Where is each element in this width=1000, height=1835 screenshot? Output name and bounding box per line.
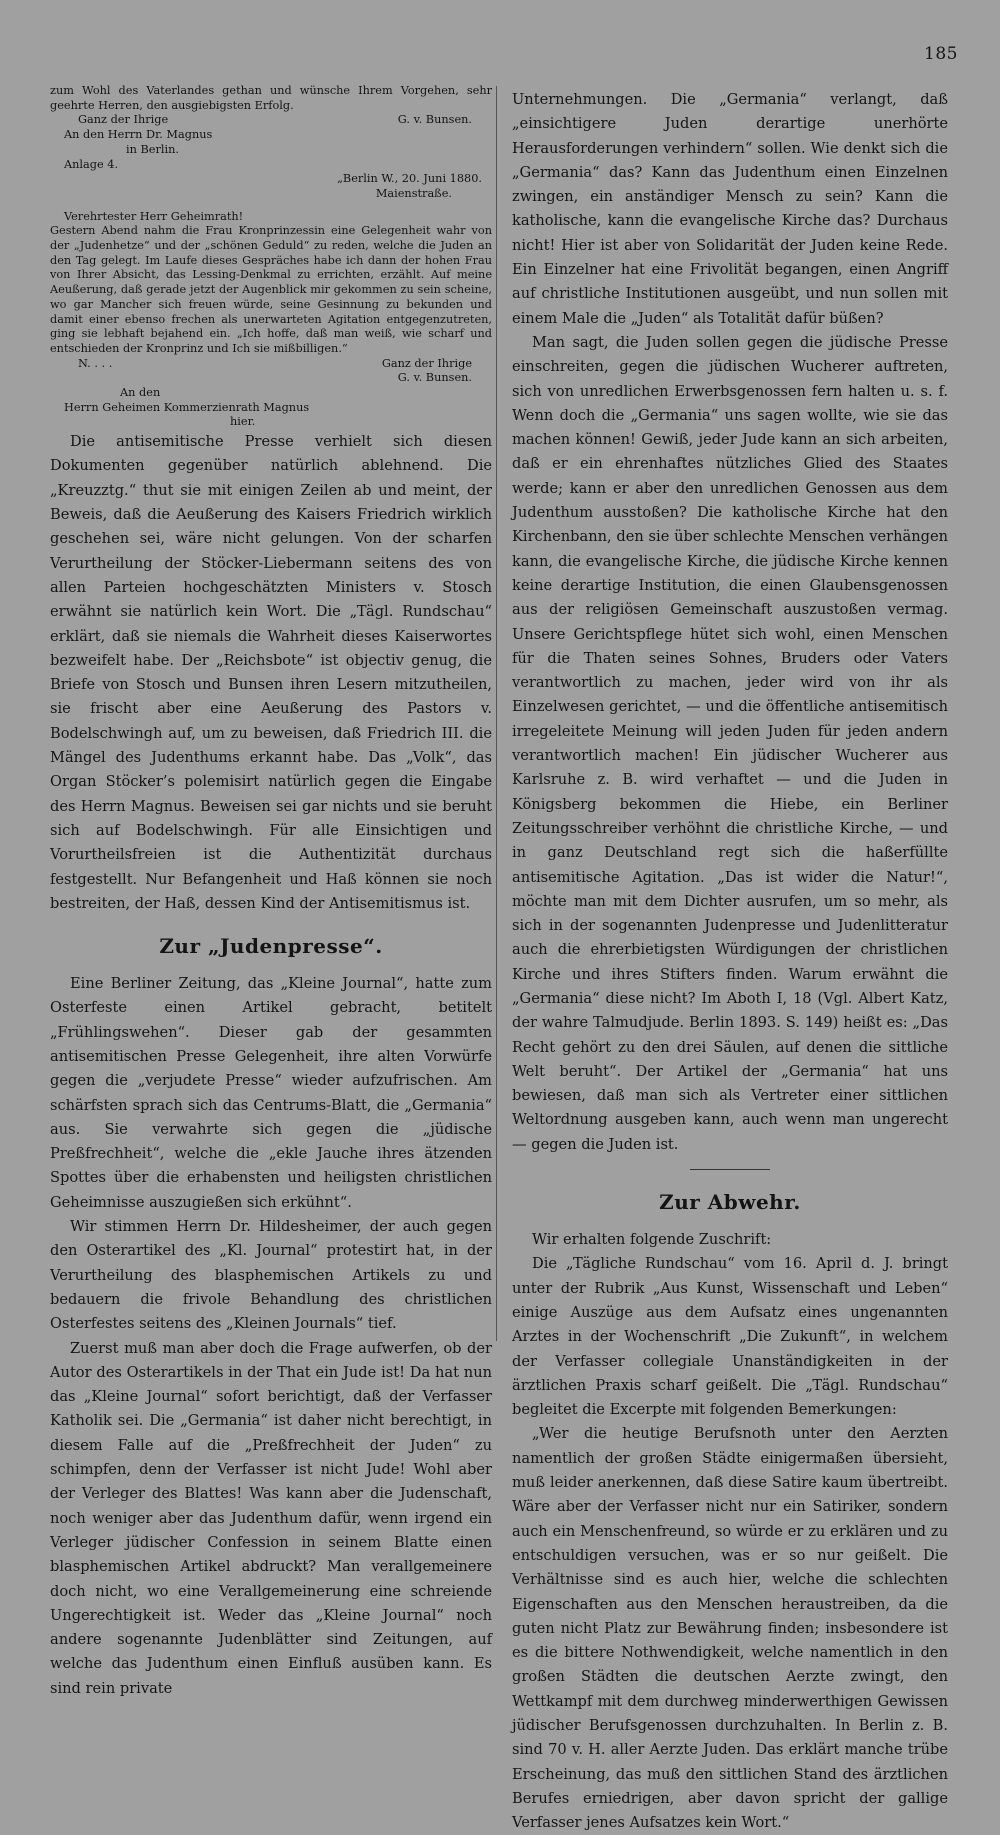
section-heading: Zur Abwehr. (659, 1190, 801, 1215)
signature-block (50, 113, 492, 128)
addressee-2-line2: Herrn Geheimen Kommerzienrath Magnus (64, 400, 310, 414)
letter-body: Gestern Abend nahm die Frau Kronprinzessin eine Gelegenheit wahr von der „Judenhetze“ und der „schönen Geduld“ zu reden, welche die Juden an den Tag gelegt. Im Laufe dieses Gespräches habe ich dann der hohen Frau von Ihrer Absicht, das Lessing-Denkmal zu errichten, erzählt. Auf meine Aeußerung, daß gerade jetzt der Augenblick mir gekommen zu sein scheine, wo gar Mancher sich freuen würde, seine Gesinnung zu bekunden und damit einer ebenso frechen als unerwarteten Agitation entgegenzutreten, ging sie lebhaft bejahend ein. „Ich hoffe, daß man weiß, wie scharf und entschieden der Kronprinz und Ich sie mißbilligen.“ (50, 224, 492, 355)
signature-closing-2: Ganz der Ihrige (381, 356, 472, 370)
paragraph: Zuerst muß man aber doch die Frage aufwerfen, ob der Autor des Osterartikels in der That ein Jude ist! Da hat nun das „Kleine Journal“ sofort berichtigt, daß der Verfasser Katholik sei. Die „Germania“ ist daher nicht berechtigt, in diesem Falle auf die „Preßfrechheit der Juden“ zu schimpfen, denn der Verfasser ist nicht Jude! Wohl aber der Verleger des Blattes! Was kann aber die Judenschaft, noch weniger aber das Judenthum dafür, wenn irgend ein Verleger jüdischer Confession in seinem Blatte einen blasphemischen Artikel abdruckt? Man verallgemeinere doch nicht, wo eine Verallgemeinerung eine schreiende Ungerechtigkeit ist. Weder das „Kleine Journal“ noch andere sogenannte Judenblätter sind Zeitungen, auf welche das Judenthum einen Einfluß ausüben kann. Es sind rein private (50, 1339, 492, 1697)
paragraph: Unternehmungen. Die „Germania“ verlangt, daß „einsichtigere Juden derartige unerhörte Herausforderungen verhindern“ sollen. Wie denkt sich die „Germania“ das? Kann das Judenthum einen Einzelnen zwingen, ein anständiger Mensch zu sein? Kann die katholische, kann die evangelische Kirche das? Durchaus nicht! Hier ist aber von Solidarität der Juden keine Rede. Ein Einzelner hat eine Frivolität begangen, einen Angriff auf christliche Institutionen ausgeübt, und nun sollen mit einem Male die „Juden“ als Totalität dafür büßen? (512, 91, 948, 327)
letter-salutation: Verehrtester Herr Geheimrath! (64, 209, 244, 223)
paragraph: Wir erhalten folgende Zuschrift: (532, 1231, 772, 1249)
paragraph: Die antisemitische Presse verhielt sich diesen Dokumenten gegenüber natürlich ablehnend. Die „Kreuzztg.“ thut sie mit einigen Zeilen ab und meint, der Beweis, daß die Aeußerung des Kaisers Friedrich wirklich geschehen sei, wäre nicht gelungen. Von der scharfen Verurtheilung der Stöcker-Liebermann seitens des von allen Parteien hochgeschätzten Ministers v. Stosch erwähnt sie natürlich kein Wort. Die „Tägl. Rundschau“ erklärt, daß sie niemals die Wahrheit dieses Kaiserwortes bezweifelt habe. Der „Reichsbote“ ist objectiv genug, die Briefe von Stosch und Bunsen ihren Lesern mitzutheilen, sie frischt aber eine Aeußerung des Pastors v. Bodelschwingh auf, um zu beweisen, daß Friedrich III. die Mängel des Judenthums erkannt habe. Das „Volk“, das Organ Stöcker’s polemisirt natürlich gegen die Eingabe des Herrn Magnus. Beweisen sei gar nichts und sie beruht sich auf Bodelschwingh. Für alle Einsichtigen und Vorurtheilsfreien ist die Authentizität durchaus festgestellt. Nur Befangenheit und Haß können sie noch bestreiten, der Haß, dessen Kind der Antisemitismus ist. (50, 433, 492, 912)
section-heading: Zur „Judenpresse“. (159, 934, 383, 959)
quoted-paragraph: „Wer die heutige Berufsnoth unter den Aerzten namentlich der großen Städte einigermaßen übersieht, muß leider anerkennen, daß diese Satire kaum übertreibt. Wäre aber der Verfasser nicht nur ein Satiriker, sondern auch ein Menschenfreund, so würde er zu erklären und zu entschuldigen versuchen, was er so nur geißelt. Die Verhältnisse sind es auch hier, welche die schlechten Eigenschaften aus den Menschen heraustreiben, da die guten nicht Platz zur Bewährung finden; insbesondere ist es die bittere Nothwendigkeit, welche namentlich in den großen Städten die deutschen Aerzte zwingt, den Wettkampf mit dem durchweg minderwerthigen Gewissen jüdischer Berufsgenossen durchzuhalten. In Berlin z. B. sind 70 v. H. aller Aerzte Juden. Das erklärt manche trübe Erscheinung, das muß den sittlichen Stand des ärztlichen Berufes erniedrigen, aber davon spricht der gallige Verfasser jenes Aufsatzes kein Wort.“ (512, 1425, 948, 1832)
addressee-2-line1: An den (120, 386, 161, 400)
column-rule (496, 86, 497, 1341)
section-divider (690, 1169, 770, 1170)
left-column (50, 84, 492, 1701)
right-column (512, 88, 948, 1835)
paragraph: Wir stimmen Herrn Dr. Hildesheimer, der auch gegen den Osterartikel des „Kl. Journal“ protestirt hat, in der Verurtheilung des blasphemischen Artikels zu und bedauern die frivole Behandlung des christlichen Osterfestes seitens des „Kleinen Journals“ tief. (50, 1218, 492, 1333)
signature-initial: N. . . . (78, 356, 113, 370)
letter-date: „Berlin W., 20. Juni 1880. (337, 172, 482, 186)
signature-closing: Ganz der Ihrige (78, 113, 169, 127)
addressee-city: in Berlin. (126, 142, 179, 156)
page-number: 185 (924, 44, 958, 64)
paragraph: Eine Berliner Zeitung, das „Kleine Journal“, hatte zum Osterfeste einen Artikel gebracht, betitelt „Frühlingswehen“. Dieser gab der gesammten antisemitischen Presse Gelegenheit, ihre alten Vorwürfe gegen die „verjudete Presse“ wieder aufzufrischen. Am schärfsten sprach sich das Centrums-Blatt, die „Germania“ aus. Sie verwahrte sich gegen die „jüdische Preßfrechheit“, welche die „ekle Jauche ihres ätzenden Spottes über die erhabensten und heiligsten christlichen Geheimnisse auszugießen sich erkühnt“. (50, 975, 492, 1211)
paragraph: Man sagt, die Juden sollen gegen die jüdische Presse einschreiten, gegen die jüdischen Wucherer auftreten, sich von unredlichen Erwerbsgenossen fern halten u. s. f. Wenn doch die „Germania“ uns sagen wollte, wie sie das machen können! Gewiß, jeder Jude kann an sich arbeiten, daß er ein ehrenhaftes nützliches Glied des Staates werde; kann er aber den unredlichen Genossen aus dem Judenthum ausstoßen? Die katholische Kirche hat den Kirchenbann, den sie über schlechte Menschen verhängen kann, die evangelische Kirche, die jüdische Kirche kennen keine derartige Institution, die einen Glaubensgenossen aus der religiösen Gemeinschaft auszustoßen vermag. Unsere Gerichtspflege hütet sich wohl, einen Menschen für die Thaten seines Sohnes, Bruders oder Vaters verantwortlich zu machen, jeder wird von ihr als Einzelwesen gerichtet, — und die öffentliche antisemitisch irregeleitete Meinung will jeden Juden für jeden andern verantwortlich machen! Ein jüdischer Wucherer aus Karlsruhe z. B. wird verhaftet — und die Juden in Königsberg bekommen die Hiebe, ein Berliner Zeitungsschreiber verhöhnt die christliche Kirche, — und in ganz Deutschland regt sich die haßerfüllte antisemitische Agitation. „Das ist wider die Natur!“, möchte man mit dem Dichter ausrufen, um so mehr, als sich in der sogenannten Judenpresse und Judenlitteratur auch die ehrerbietigsten Würdigungen der christlichen Kirche und ihres Stifters finden. Warum erwähnt die „Germania“ diese nicht? Im Aboth I, 18 (Vgl. Albert Katz, der wahre Talmudjude. Berlin 1893. S. 149) heißt es: „Das Recht gehört zu den drei Säulen, auf denen die sittliche Welt beruht“. Der Artikel der „Germania“ hat uns bewiesen, daß man sich als Vertreter einer sittlichen Weltordnung ausgeben kann, auch wenn man ungerecht — gegen die Juden ist. (512, 333, 948, 1153)
signature-name: G. v. Bunsen. (397, 113, 472, 127)
appendix-label: Anlage 4. (64, 157, 119, 171)
signature-name-2: G. v. Bunsen. (397, 371, 472, 385)
addressee-line: An den Herrn Dr. Magnus (64, 128, 213, 142)
letter-closing-text: zum Wohl des Vaterlandes gethan und wünsche Ihrem Vorgehen, sehr geehrte Herren, den ausgiebigsten Erfolg. (50, 84, 492, 112)
letter-street: Maienstraße. (375, 186, 452, 200)
addressee-2-line3: hier. (230, 415, 256, 429)
paragraph: Die „Tägliche Rundschau“ vom 16. April d. J. bringt unter der Rubrik „Aus Kunst, Wissenschaft und Leben“ einige Auszüge aus dem Aufsatz eines ungenannten Arztes in der Wochenschrift „Die Zukunft“, in welchem der Verfasser collegiale Unanständigkeiten in der ärztlichen Praxis scharf geißelt. Die „Tägl. Rundschau“ begleitet die Excerpte mit folgenden Bemerkungen: (512, 1255, 948, 1419)
signature-block-2 (50, 357, 492, 372)
